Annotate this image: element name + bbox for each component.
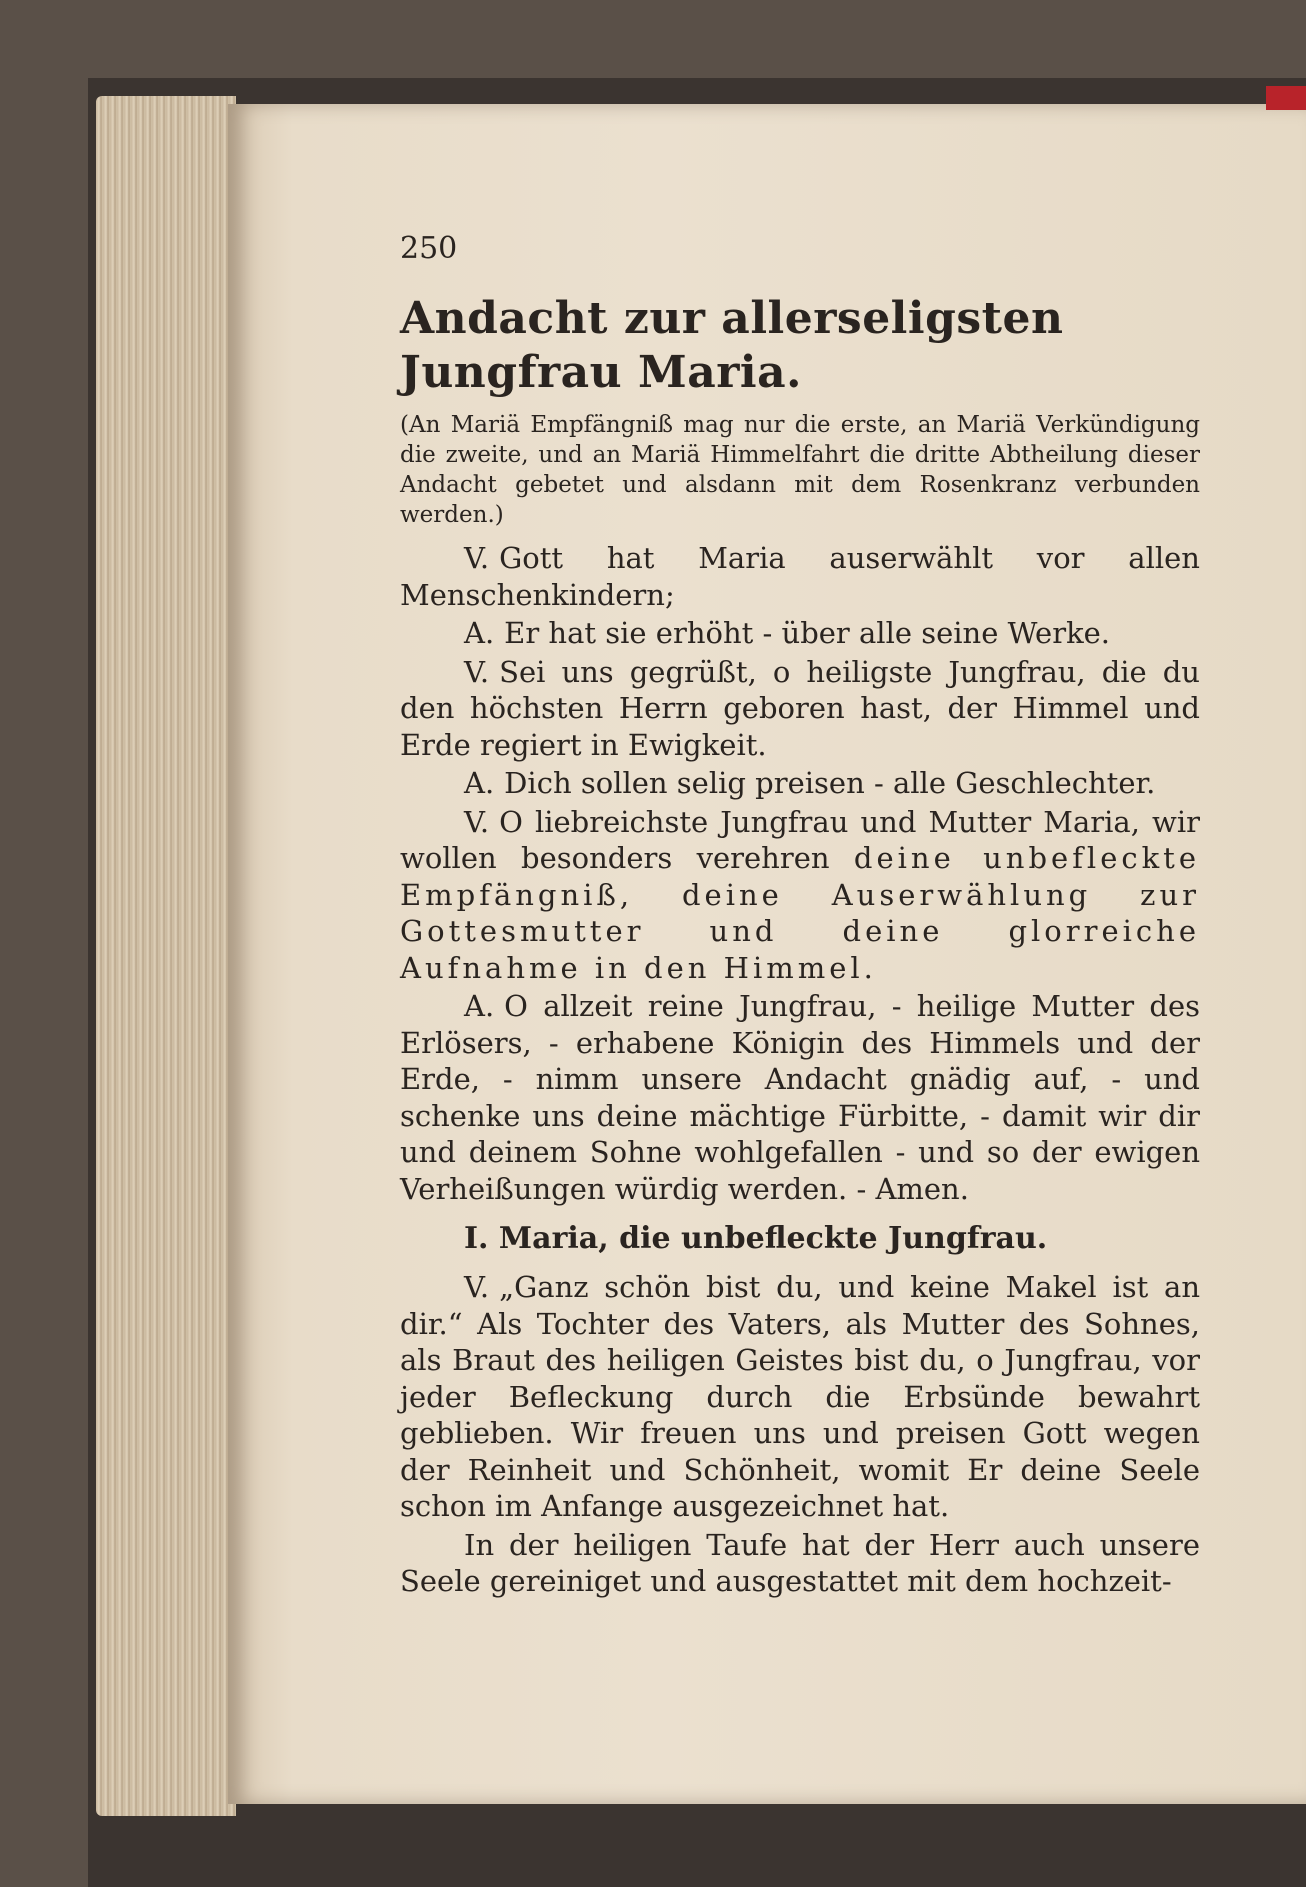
speaker-label: V. (464, 654, 490, 689)
paragraph-text: Dich sollen selig preisen - alle Geschlechter. (504, 766, 1156, 800)
prayer-paragraph (400, 1269, 1200, 1525)
prayer-paragraph (400, 540, 1200, 613)
intro-note: (An Mariä Empfängniß mag nur die erste, an Mariä Verkündigung die zweite, und an Mariä Himmelfahrt die dritte Abtheilung dieser Andacht gebetet und alsdann mit dem Rosenkranz verbunden werden.) (400, 412, 1200, 528)
page-edges (96, 96, 236, 1816)
speaker-label: V. (464, 541, 490, 575)
paragraph-text: Sei uns gegrüßt, o heiligste Jungfrau, die du den höchsten Herrn geboren hast, der Himmel und Erde regiert in Ewigkeit. (400, 654, 1200, 762)
bookmark-ribbon (1266, 86, 1306, 110)
prayer-paragraph (400, 615, 1200, 652)
paragraph-text: In der heiligen Taufe hat der Herr auch unsere Seele gereiniget und ausgestattet mit dem hochzeit- (400, 1527, 1200, 1598)
page-content (400, 230, 1200, 1602)
paragraph-text: Gott hat Maria auserwählt vor allen Menschenkindern; (400, 541, 1200, 612)
page-title: Andacht zur allerseligsten Jungfrau Maria. (400, 293, 1064, 398)
section-heading: I. Maria, die unbefleckte Jungfrau. (464, 1221, 1048, 1256)
paragraph-text: „Ganz schön bist du, und keine Makel ist an dir.“ Als Tochter des Vaters, als Mutter des Sohnes, als Braut des heiligen Geistes bist du, o Jungfrau, vor jeder Befleckung durch die Erbsünde bewahrt geblieben. Wir freuen uns und preisen Gott wegen der Reinheit und Schönheit, womit Er deine Seele schon im Anfange ausgezeichnet hat. (400, 1270, 1200, 1523)
prayer-paragraph (400, 1527, 1200, 1600)
speaker-label: A. (464, 989, 495, 1023)
speaker-label: V. (464, 804, 490, 839)
prayer-paragraph (400, 654, 1200, 764)
speaker-label: A. (464, 616, 495, 650)
prayer-paragraph (400, 988, 1200, 1207)
paragraph-text: O liebreichste Jungfrau und Mutter Maria, wir wollen besonders verehren (400, 804, 1200, 875)
speaker-label: V. (464, 1270, 490, 1304)
paragraph-text: O allzeit reine Jungfrau, - heilige Mutter des Erlösers, - erhabene Königin des Himmels und der Erde, - nimm unsere Andacht gnädig auf, - und schenke uns deine mächtige Fürbitte, - damit wir dir und deinem Sohne wohlgefallen - und so der ewigen Verheißungen würdig werden. - Amen. (400, 989, 1200, 1206)
prayer-paragraph (400, 765, 1200, 802)
prayer-paragraph (400, 804, 1200, 987)
emphasized-text: deine unbefleckte Empfängniß, deine Auserwählung zur Gottesmutter und deine glorreiche Aufnahme in den Himmel. (400, 841, 1200, 985)
page-number: 250 (400, 231, 458, 266)
paragraph-text: Er hat sie erhöht - über alle seine Werke. (504, 616, 1111, 650)
speaker-label: A. (464, 766, 495, 800)
